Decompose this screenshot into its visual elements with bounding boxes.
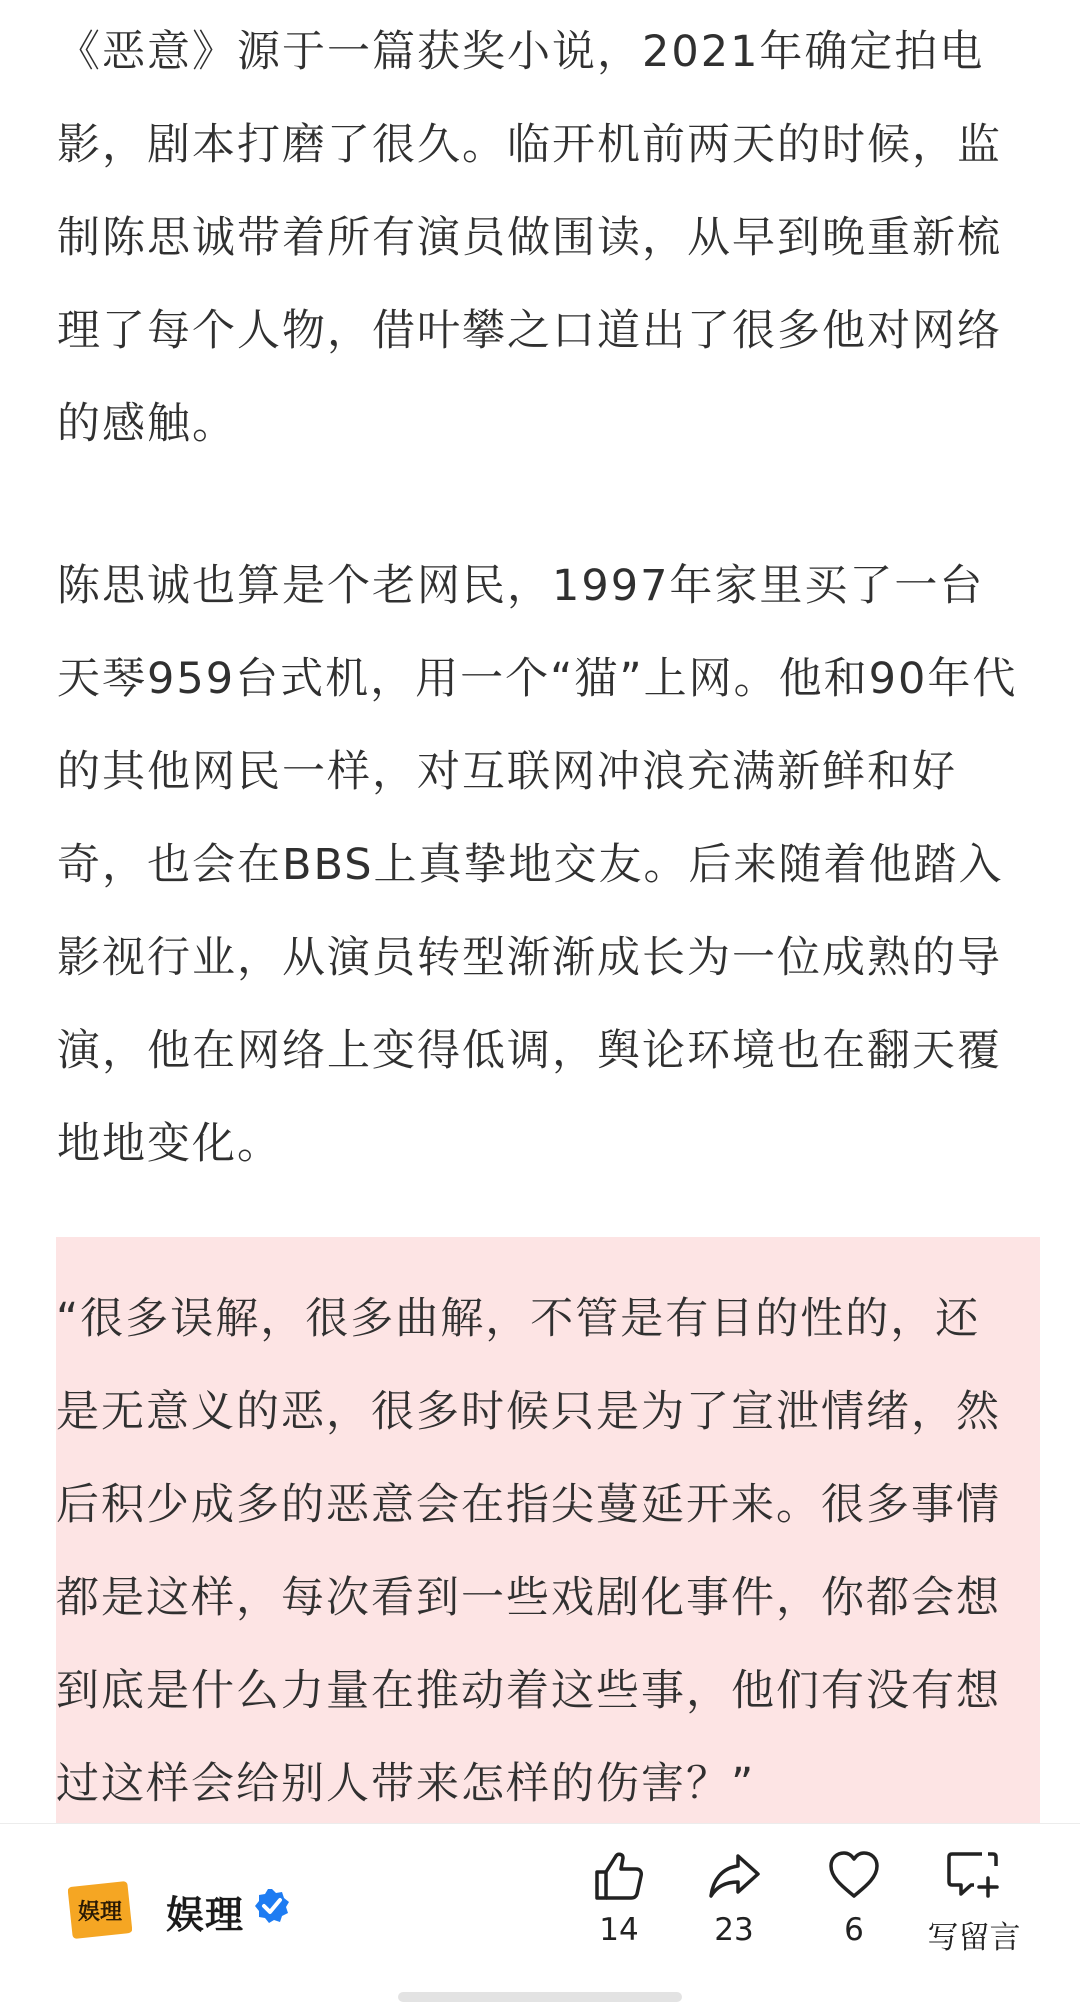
article-paragraph: 陈思诚也算是个老网民，1997年家里买了一台天琴959台式机，用一个“猫”上网。他和90年代的其他网民一样，对互联网冲浪充满新鲜和好奇，也会在BBS上真挚地交友。后来随着他踏入影视行业，从演员转型渐渐成长为一位成熟的导演，他在网络上变得低调，舆论环境也在翻天覆地地变化。	[57, 561, 1018, 1169]
bottom-action-bar	[0, 1823, 1080, 2006]
favorite-count: 6	[844, 1912, 864, 1948]
share-count: 23	[714, 1912, 754, 1948]
quote-text: “很多误解，很多曲解，不管是有目的性的，还是无意义的恶，很多时候只是为了宣泄情绪，然后积少成多的恶意会在指尖蔓延开来。很多事情都是这样，每次看到一些戏剧化事件，你都会想到底是什么力量在推动着这些事，他们有没有想过这样会给别人带来怎样的伤害？”	[56, 1294, 1001, 1809]
comment-button[interactable]	[914, 1848, 1034, 1978]
like-count: 14	[599, 1912, 639, 1948]
like-button[interactable]	[559, 1848, 679, 1978]
quote-block	[56, 1237, 1040, 1823]
account-avatar[interactable]	[68, 1878, 132, 1942]
article-paragraph: 《恶意》源于一篇获奖小说，2021年确定拍电影，剧本打磨了很久。临开机前两天的时候，监制陈思诚带着所有演员做围读，从早到晚重新梳理了每个人物，借叶攀之口道出了很多他对网络的感触。	[57, 27, 1002, 449]
home-indicator	[398, 1992, 682, 2002]
avatar-text: 娱理	[77, 1900, 123, 1925]
thumbs-up-icon	[591, 1848, 647, 1904]
favorite-button[interactable]	[794, 1848, 914, 1978]
heart-icon	[826, 1848, 882, 1904]
account-name[interactable]: 娱理	[166, 1893, 245, 1937]
verified-check-icon	[253, 1887, 291, 1925]
share-arrow-icon	[706, 1848, 762, 1904]
comment-label: 写留言	[927, 1920, 1021, 1956]
share-button[interactable]	[674, 1848, 794, 1978]
comment-add-icon	[944, 1848, 1004, 1904]
